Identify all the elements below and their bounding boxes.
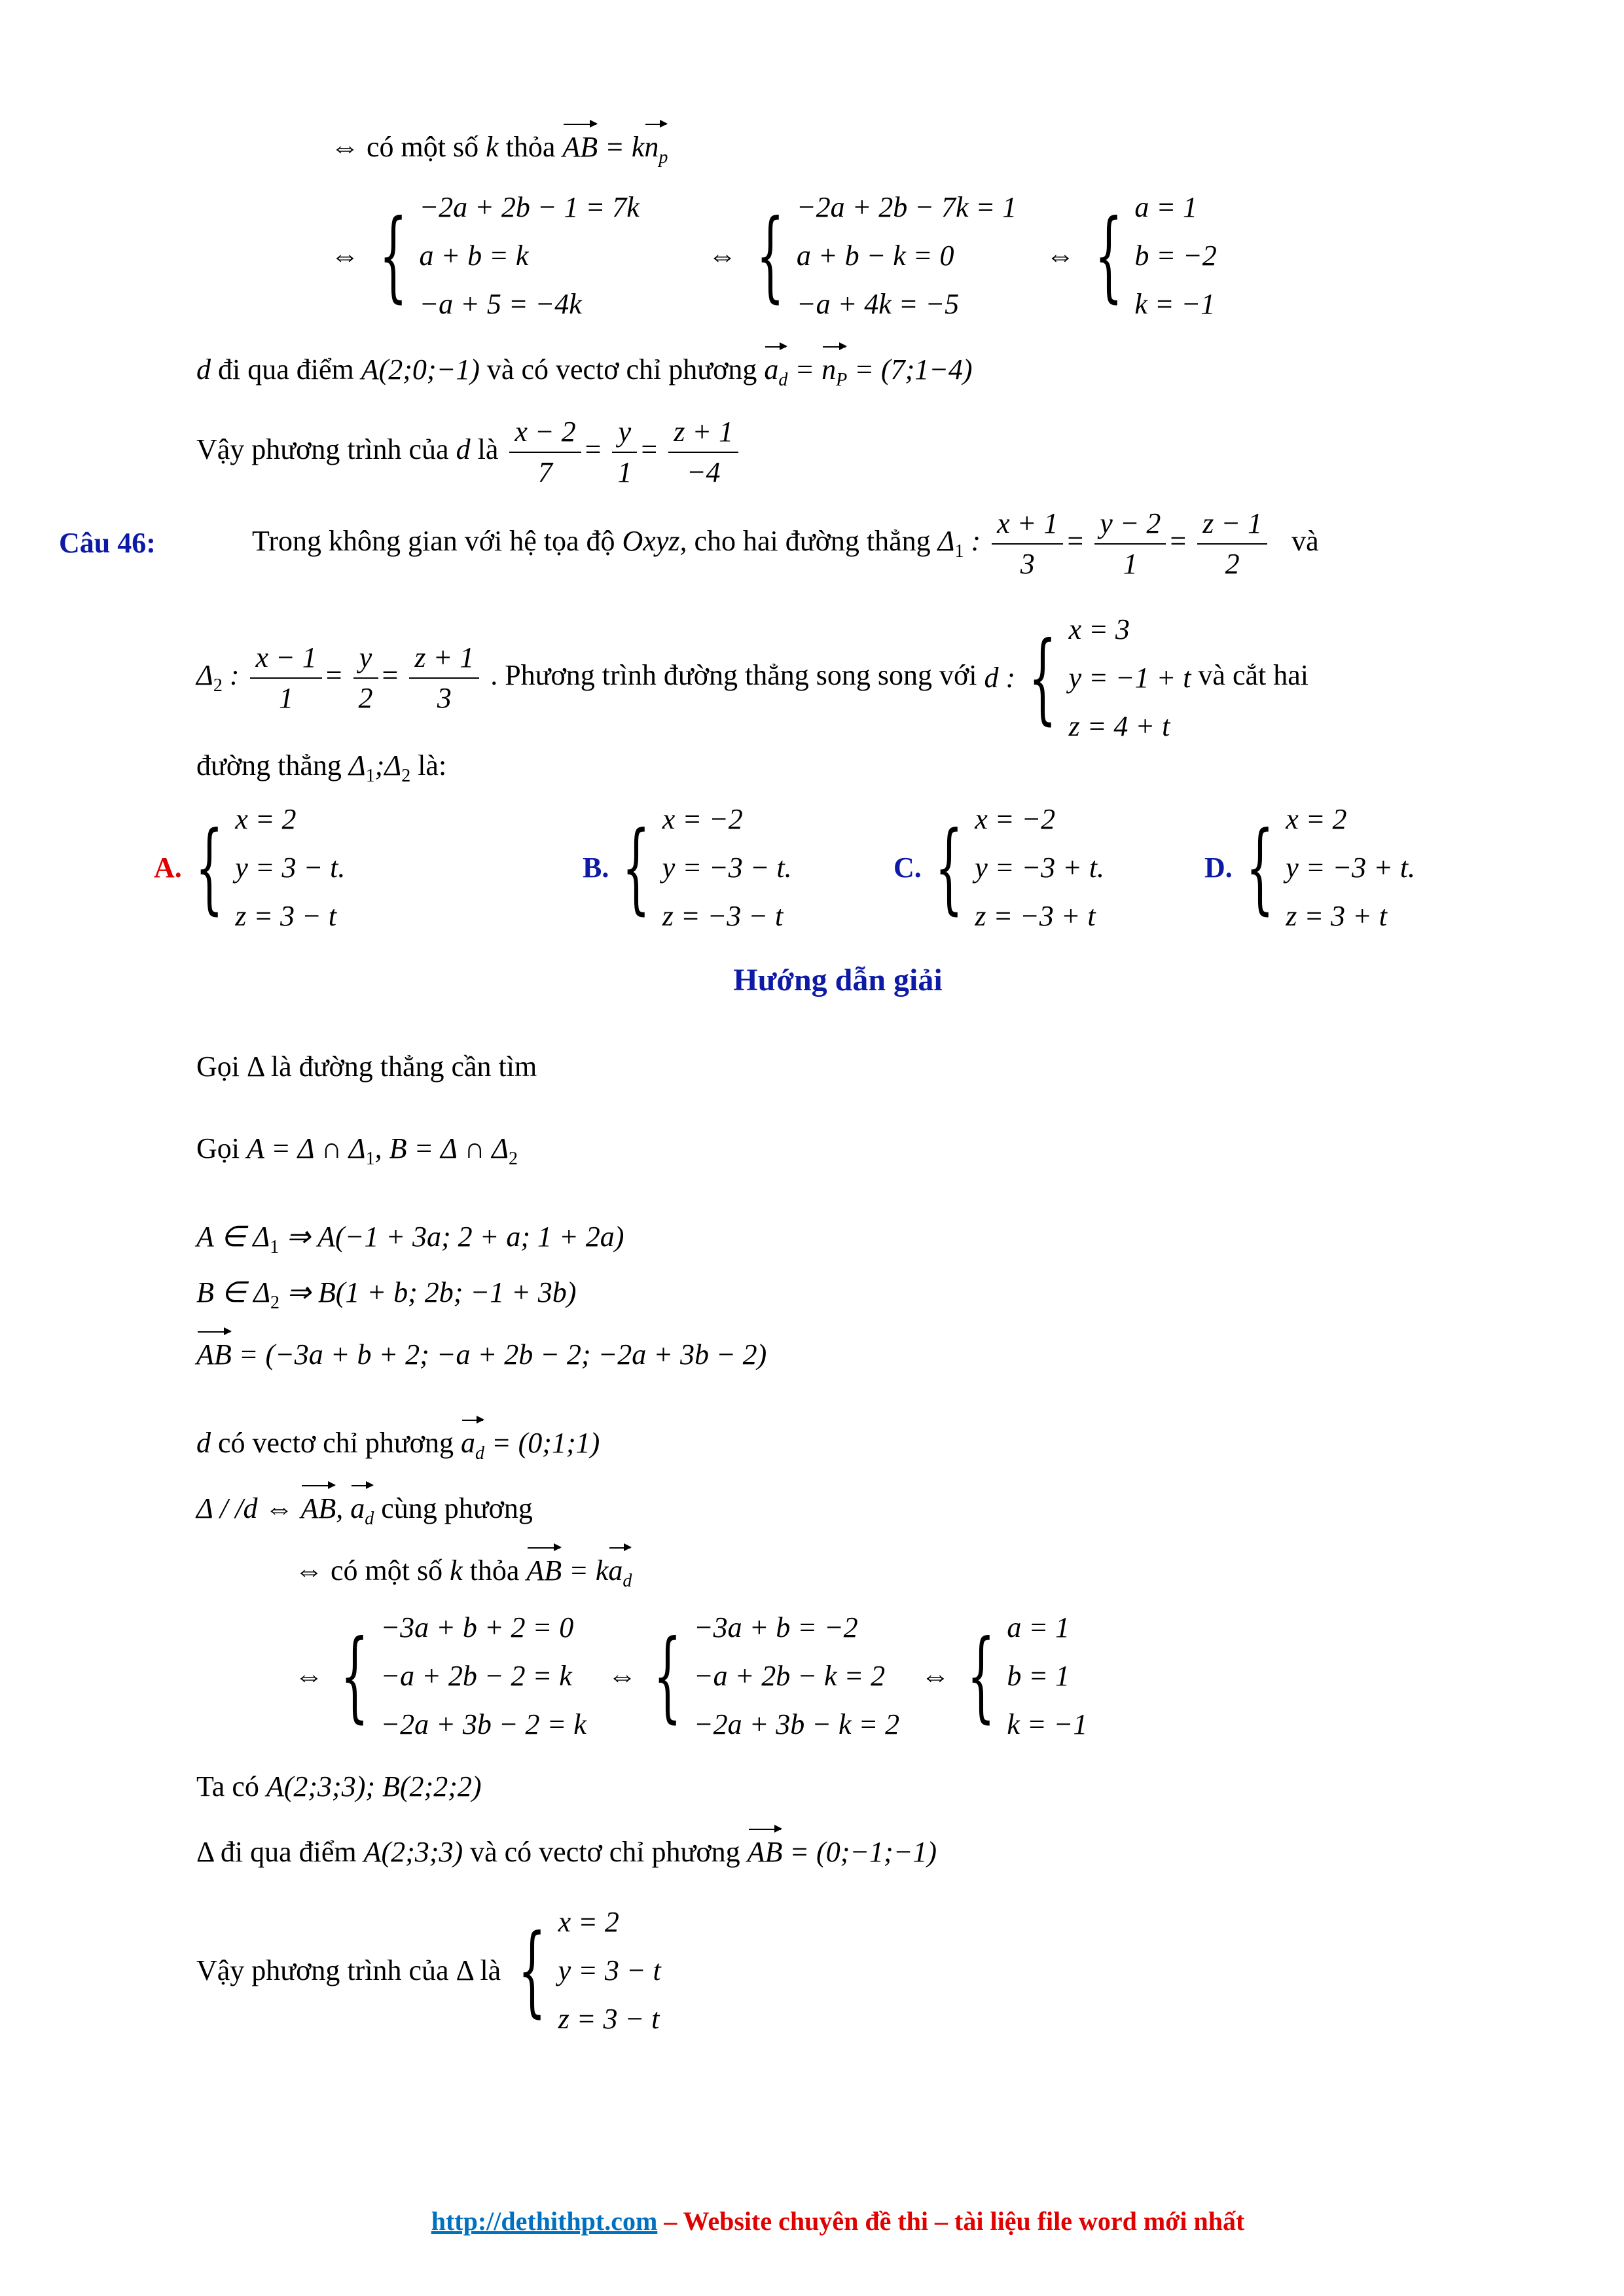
equation: −a + 4k = −5: [796, 288, 960, 320]
equation: a + b = k: [419, 240, 529, 272]
equation: −2a + 2b − 1 = 7k: [419, 191, 640, 223]
solution-line-4: B ∈ $\Delta_2$ ⇒ B(1 + b; 2b; −1 + 3b): [196, 1276, 577, 1313]
solution-line-2: Gọi A = Δ ∩ $\Delta_1$, B = Δ ∩ $\Delta_2$: [196, 1132, 518, 1169]
equation: x = 3: [1068, 613, 1130, 645]
solution-line-3: A ∈ $\Delta_1$ ⇒ A(−1 + 3a; 2 + a; 1 + 2a): [196, 1221, 624, 1257]
question-46-line1: [59, 524, 156, 563]
solution-heading: Hướng dẫn giải: [733, 963, 943, 997]
text: Oxyz,: [622, 525, 687, 558]
option-a[interactable]: A. { x = 2 y = 3 − t. z = 3 − t: [154, 803, 346, 932]
conclusion-line: Vậy phương trình của d là $\frac{x - 2}{7}$ = $\frac{y}{1}$ = $\frac{z + 1}{-4}$: [196, 412, 742, 492]
equation: z = 4 + t: [1068, 710, 1170, 742]
solution-line-10: Ta có A(2;3;3); B(2;2;2): [196, 1770, 482, 1803]
solution-line-6: d có vectơ chỉ phương $a_d$ = (0;1;1): [196, 1424, 600, 1473]
equation: b = −2: [1134, 240, 1217, 272]
text: đi qua điểm: [218, 353, 354, 386]
text: có một số: [367, 131, 479, 163]
fraction: $\frac{x - 1}{1}$: [250, 638, 321, 718]
footer-text: – Website chuyên đề thi – tài liệu file word mới nhất: [657, 2206, 1245, 2236]
fraction: $\frac{y}{1}$: [612, 412, 637, 492]
fraction: $\frac{x - 2}{7}$: [509, 412, 581, 492]
text: đường thẳng: [196, 749, 342, 781]
solution-line-12: Vậy phương trình của Δ là { x = 2 y = 3 − t z = 3 − t: [196, 1906, 661, 2035]
fraction: $\frac{y}{2}$: [353, 638, 378, 718]
fraction: $\frac{y - 2}{1}$: [1094, 504, 1166, 584]
equivalence-line-1: ⇔ có một số k thỏa AB = $kn_p$: [331, 128, 668, 177]
option-b[interactable]: B. { x = −2 y = −3 − t. z = −3 − t: [583, 803, 792, 932]
text: Trong không gian với hệ tọa độ: [252, 525, 615, 558]
footer-link[interactable]: http://dethithpt.com: [431, 2206, 658, 2236]
text: cho hai đường thẳng: [694, 525, 931, 558]
option-c[interactable]: C. { x = −2 y = −3 + t. z = −3 + t: [893, 803, 1105, 932]
question-label: Câu 46:: [59, 527, 156, 559]
text: và có vectơ chỉ phương: [486, 353, 757, 386]
point: A(2;0;−1): [361, 353, 480, 386]
option-letter: D.: [1204, 852, 1233, 884]
fraction: $\frac{z + 1}{-4}$: [668, 412, 738, 492]
text: và: [1291, 525, 1319, 558]
option-letter: A.: [154, 852, 182, 884]
text: thỏa: [505, 131, 556, 163]
var-k: k: [486, 131, 499, 163]
footer: [0, 2206, 1624, 2236]
vector-value: = (7;1−4): [854, 353, 973, 386]
equation: y = −1 + t: [1068, 662, 1191, 694]
option-letter: C.: [893, 852, 922, 884]
var-d: d: [196, 353, 211, 386]
solution-system: ⇔ { −3a + b + 2 = 0 −a + 2b − 2 = k −2a + 3b − 2 = k ⇔ { −3a + b = −2 −a + 2b − k = 2 −2a + 3b − k = 2 ⇔ { a = 1 b = 1 k = −1: [295, 1611, 1088, 1740]
fraction: $\frac{z - 1}{2}$: [1197, 504, 1267, 584]
equation: a = 1: [1134, 191, 1198, 223]
text: . Phương trình đường thẳng song song với: [490, 659, 977, 692]
solution-line-7: Δ / /d ⇔ AB, $a_d$ cùng phương: [196, 1489, 533, 1539]
question-text-line1: Trong không gian với hệ tọa độ Oxyz, cho hai đường thẳng $\Delta_1$ : $\frac{x + 1}{3}$ = $\frac{y - 2}{1}$ = $\frac{z - 1}{2}$ và: [252, 504, 1319, 584]
solution-line-11: Δ đi qua điểm A(2;3;3) và có vectơ chỉ phương AB = (0;−1;−1): [196, 1833, 937, 1872]
text: Vậy phương trình của: [196, 433, 449, 466]
solution-line-5: AB = (−3a + b + 2; −a + 2b − 2; −2a + 3b − 2): [196, 1335, 767, 1374]
equation: a + b − k = 0: [796, 240, 954, 272]
text: là:: [418, 749, 447, 781]
direction-line: d đi qua điểm A(2;0;−1) và có vectơ chỉ phương $a_d = n_P$ = (7;1−4): [196, 350, 973, 400]
fraction: $\frac{x + 1}{3}$: [992, 504, 1063, 584]
question-text-line3: đường thẳng $\Delta_1;\Delta_2$ là:: [196, 749, 447, 786]
equation: −2a + 2b − 7k = 1: [796, 191, 1017, 223]
option-letter: B.: [583, 852, 609, 884]
system-row-1: ⇔ { −2a + 2b − 1 = 7k a + b = k −a + 5 = −4k ⇔ { −2a + 2b − 7k = 1 a + b − k = 0 −a + 4k = −5 ⇔ { a = 1 b = −2 k = −1: [331, 183, 1217, 329]
option-d[interactable]: D. { x = 2 y = −3 + t. z = 3 + t: [1204, 803, 1416, 932]
question-text-line2: $\Delta_2$ : $\frac{x - 1}{1}$ = $\frac{y}{2}$ = $\frac{z + 1}{3}$ . Phương trình đường thẳng song song với d : { x = 3 y = −1 + t z = 4 + t và cắt hai: [196, 605, 1308, 751]
solution-line-1: Gọi Δ là đường thẳng cần tìm: [196, 1050, 537, 1083]
text: là: [477, 433, 499, 466]
text: và cắt hai: [1198, 659, 1308, 692]
equation: −a + 5 = −4k: [419, 288, 582, 320]
fraction: $\frac{z + 1}{3}$: [409, 638, 479, 718]
solution-line-8: ⇔ có một số k thỏa AB = $ka_d$: [295, 1551, 632, 1601]
equation: k = −1: [1134, 288, 1216, 320]
